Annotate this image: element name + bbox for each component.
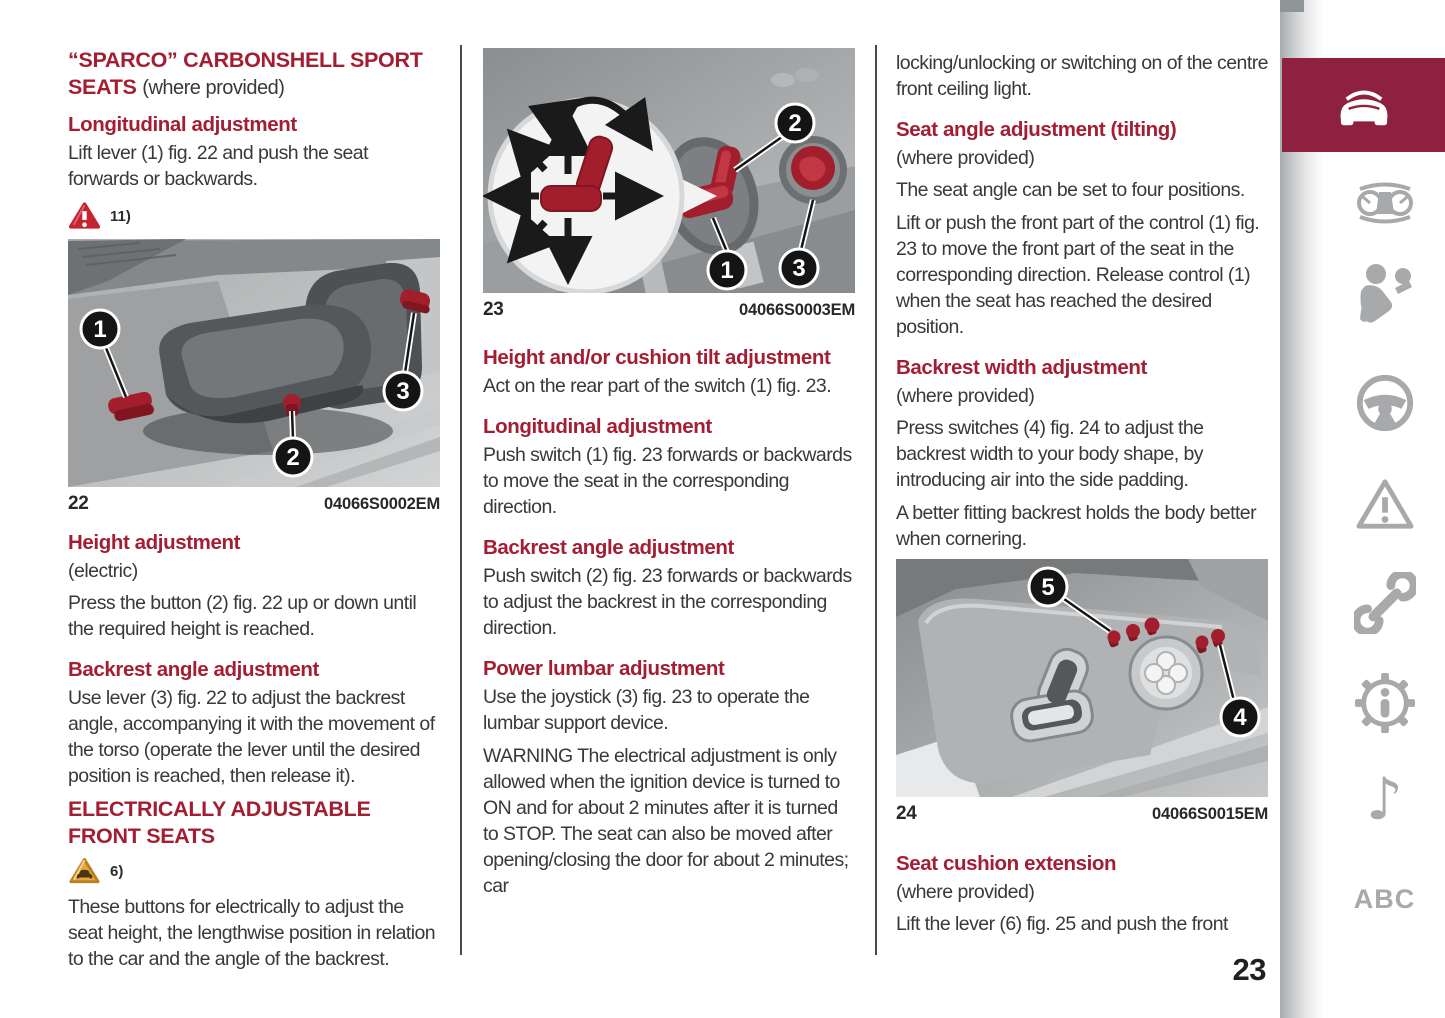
paragraph-width-2: A better fitting backrest holds the body better when cornering. [896, 502, 1257, 550]
sidebar-tab-maintenance[interactable] [1324, 572, 1445, 634]
column-right [896, 45, 1268, 944]
figure-23-illustration [483, 48, 855, 293]
heading-longitudinal-2: Longitudinal adjustment [483, 415, 712, 438]
sidebar-tab-car-active[interactable] [1282, 58, 1445, 152]
paragraph-electric-buttons: These buttons for electrically to adjust the seat height, the lengthwise position in relation to the car and the angle of the backrest. [68, 896, 436, 970]
fig22-callout-1: 1 [93, 316, 107, 343]
figure-number: 24 [896, 803, 917, 824]
figure-number: 22 [68, 493, 89, 514]
heading-longitudinal-adjustment: Longitudinal adjustment [68, 113, 297, 136]
note-where-provided-1: (where provided) [896, 147, 1035, 169]
fig24-callout-4: 4 [1233, 704, 1247, 731]
paragraph-ceiling-light: locking/unlocking or switching on of the centre front ceiling light. [896, 52, 1268, 100]
column-left [68, 45, 440, 979]
note-where-provided-2: (where provided) [896, 385, 1035, 407]
page-curl-shadow [1280, 0, 1324, 1018]
figure-24 [896, 559, 1268, 825]
fig23-callout-3: 3 [792, 255, 806, 282]
caution-reference: 6) [110, 862, 124, 880]
figure-code: 04066S0015EM [1152, 805, 1268, 823]
warning-triangle-icon [1354, 476, 1416, 532]
fig24-callout-5: 5 [1041, 574, 1055, 601]
sidebar-tab-index[interactable] [1324, 884, 1445, 915]
figure-23 [483, 48, 855, 321]
paragraph-longitudinal-2: Push switch (1) fig. 23 forwards or backwards to move the seat in the corresponding direction. [483, 444, 852, 518]
caution-row [68, 856, 440, 886]
sidebar-tab-technical-data[interactable] [1324, 672, 1445, 734]
warning-row [68, 201, 440, 231]
paragraph-backrest-2: Push switch (2) fig. 23 forwards or backwards to adjust the backrest in the corresponding direction. [483, 565, 852, 639]
figure-24-illustration [896, 559, 1268, 797]
page-curl-top [1280, 0, 1304, 12]
fig22-callout-2: 2 [286, 444, 300, 471]
heading-power-lumbar: Power lumbar adjustment [483, 657, 725, 680]
column-divider-left [460, 45, 462, 955]
sidebar-tab-dashboard[interactable] [1324, 180, 1445, 226]
paragraph-cushion-extension: Lift the lever (6) fig. 25 and push the front [896, 913, 1228, 935]
sidebar-tab-steering[interactable] [1324, 372, 1445, 434]
heading-cushion-extension: Seat cushion extension [896, 852, 1117, 875]
paragraph-width-1: Press switches (4) fig. 24 to adjust the backrest width to your body shape, by introducing air into the side padding. [896, 417, 1204, 491]
paragraph-warning-text: WARNING The electrical adjustment is only allowed when the ignition device is turned to ON and for about 2 minutes after it is turned to STOP. The seat can also be moved after opening/closing the door for about 2 minutes; car [483, 745, 849, 897]
heading-height-adjustment: Height adjustment [68, 531, 241, 554]
warning-reference: 11) [110, 207, 131, 225]
paragraph-angle-1: The seat angle can be set to four positions. [896, 179, 1245, 201]
figure-code: 04066S0002EM [324, 495, 440, 513]
page-number: 23 [1232, 952, 1266, 987]
figure-number: 23 [483, 299, 504, 320]
paragraph-cushion-tilt: Act on the rear part of the switch (1) fig. 23. [483, 375, 832, 397]
fig22-callout-3: 3 [396, 378, 410, 405]
heading-backrest-angle-2: Backrest angle adjustment [483, 536, 734, 559]
heading-cushion-tilt: Height and/or cushion tilt adjustment [483, 346, 831, 369]
heading-backrest-angle: Backrest angle adjustment [68, 658, 319, 681]
car-icon [1331, 80, 1397, 130]
paragraph-longitudinal: Lift lever (1) fig. 22 and push the seat forwards or backwards. [68, 142, 368, 190]
title-note: (where provided) [142, 77, 285, 99]
paragraph-backrest: Use lever (3) fig. 22 to adjust the backrest angle, accompanying it with the movement of the torso (operate the lever until the desired position is reached, then release it). [68, 687, 435, 787]
title-text: “SPARCO” CARBONSHELL SPORT SEATS [68, 48, 423, 99]
figure-code: 04066S0003EM [739, 301, 855, 319]
figure-22 [68, 239, 440, 515]
heading-backrest-width: Backrest width adjustment [896, 356, 1147, 379]
info-gear-icon [1354, 672, 1416, 734]
figure-22-illustration [68, 239, 440, 487]
paragraph-height: Press the button (2) fig. 22 up or down until the required height is reached. [68, 592, 417, 640]
fig23-callout-2: 2 [788, 110, 802, 137]
red-warning-triangle-icon [68, 201, 101, 231]
dashboard-icon [1352, 180, 1418, 226]
figure-24-caption [896, 803, 1268, 825]
fig23-callout-1: 1 [720, 257, 734, 284]
music-note-icon: ♪ [1365, 765, 1403, 833]
figure-23-caption [483, 299, 855, 321]
chapter-tab-sidebar [1280, 0, 1445, 1018]
sidebar-tab-warnings[interactable] [1324, 476, 1445, 532]
abc-index-label: ABC [1353, 884, 1416, 914]
section-title-electric-seats: ELECTRICALLY ADJUSTABLE FRONT SEATS [68, 797, 371, 848]
note-where-provided-3: (where provided) [896, 881, 1035, 903]
paragraph-angle-2: Lift or push the front part of the control (1) fig. 23 to move the front part of the seat in the corresponding direction. Release control (1) when the seat has reached the desired position. [896, 212, 1260, 338]
section-title-sparco-seats [68, 47, 440, 102]
airbag-icon [1355, 262, 1415, 324]
sidebar-tab-multimedia[interactable] [1324, 765, 1445, 833]
note-electric: (electric) [68, 560, 138, 582]
heading-seat-angle: Seat angle adjustment (tilting) [896, 118, 1177, 141]
column-middle [483, 45, 855, 906]
paragraph-lumbar: Use the joystick (3) fig. 23 to operate the lumbar support device. [483, 686, 810, 734]
steering-wheel-icon [1354, 372, 1416, 434]
figure-22-caption [68, 493, 440, 515]
wrench-icon [1354, 572, 1416, 634]
yellow-warning-triangle-icon [68, 856, 101, 886]
sidebar-tab-safety[interactable] [1324, 262, 1445, 324]
column-divider-right [875, 45, 877, 955]
